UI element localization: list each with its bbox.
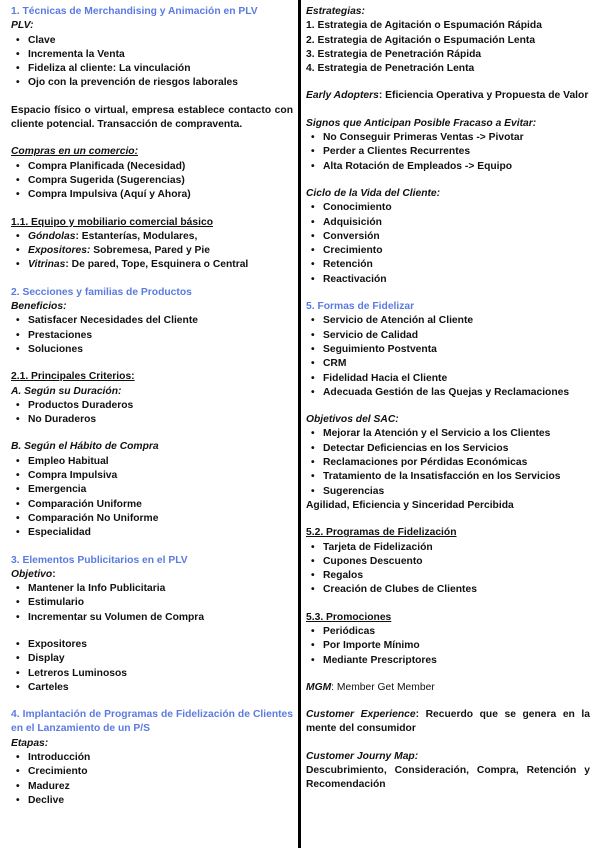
list-item: • Letreros Luminosos — [11, 667, 293, 681]
list-item: • Compra Impulsiva (Aquí y Ahora) — [11, 188, 293, 202]
list-item: • Compra Sugerida (Sugerencias) — [11, 174, 293, 188]
customer-experience — [306, 708, 590, 737]
list-item: • Productos Duraderos — [11, 399, 293, 413]
estrategias-block — [306, 5, 590, 76]
sac-label: Objetivos del SAC: — [306, 414, 399, 426]
duracion-list — [11, 399, 293, 428]
section-5-2-heading: 5.2. Programas de Fidelización — [306, 527, 457, 539]
list-item: • Sugerencias — [306, 485, 590, 499]
section-3 — [11, 554, 293, 625]
habito-list — [11, 455, 293, 541]
term: MGM — [306, 681, 332, 693]
sac-footer: Agilidad, Eficiencia y Sinceridad Percibida — [306, 499, 514, 511]
mgm-line — [306, 681, 590, 695]
habito-label: B. Según el Hábito de Compra — [11, 441, 159, 453]
term-text: : Recuerdo que se genera en la mente del consumidor — [306, 709, 590, 735]
list-item: • Compra Impulsiva — [11, 469, 293, 483]
list-item: • Alta Rotación de Empleados -> Equipo — [306, 160, 590, 174]
list-item: • Reclamaciones por Pérdidas Económicas — [306, 456, 590, 470]
term: Customer Experience — [306, 709, 416, 721]
signos-list — [306, 131, 590, 174]
section-5-2 — [306, 526, 590, 597]
list-item: • Comparación No Uniforme — [11, 512, 293, 526]
list-item: • Reactivación — [306, 273, 590, 287]
column-divider — [298, 0, 301, 848]
section-1-1-heading: 1.1. Equipo y mobiliario comercial básico — [11, 216, 213, 228]
list-item: • Crecimiento — [11, 765, 293, 779]
list-item: • Mantener la Info Publicitaria — [11, 582, 293, 596]
section-2-1-heading: 2.1. Principales Criterios: — [11, 371, 135, 383]
estrategia-line: 4. Estrategia de Penetración Lenta — [306, 63, 475, 75]
section-2-1a — [11, 370, 293, 427]
list-item: • Madurez — [11, 780, 293, 794]
section-5-3-heading: 5.3. Promociones — [306, 611, 392, 623]
sac-list — [306, 427, 590, 498]
list-item: • Periódicas — [306, 625, 590, 639]
etapas-label: Etapas: — [11, 737, 49, 749]
section-2-heading: 2. Secciones y familias de Productos — [11, 286, 192, 298]
programas-list — [306, 541, 590, 598]
term: Vitrinas — [28, 259, 66, 271]
early-adopters — [306, 89, 590, 103]
term-text: : Member Get Member — [331, 681, 435, 693]
list-item: • Especialidad — [11, 526, 293, 540]
list-item: • Creación de Clubes de Clientes — [306, 583, 590, 597]
fidelizar-list — [306, 314, 590, 400]
mobiliario-list — [11, 230, 293, 273]
list-item: • CRM — [306, 357, 590, 371]
journey-label: Customer Journy Map: — [306, 750, 419, 762]
left-column — [11, 5, 293, 821]
beneficios-list — [11, 314, 293, 357]
list-item: • Display — [11, 652, 293, 666]
term-text: Sobremesa, Pared y Pie — [90, 245, 210, 257]
objetivo-line — [11, 568, 293, 582]
list-item: • Introducción — [11, 751, 293, 765]
list-item: • Fideliza al cliente: La vinculación — [11, 62, 293, 76]
list-item: • Estimulario — [11, 596, 293, 610]
section-1 — [11, 5, 293, 91]
list-item: • Servicio de Calidad — [306, 329, 590, 343]
etapas-list — [11, 751, 293, 808]
list-item: • Compra Planificada (Necesidad) — [11, 160, 293, 174]
list-item — [11, 258, 293, 272]
estrategia-line: 2. Estrategia de Agitación o Espumación Lenta — [306, 34, 536, 46]
section-5-heading: 5. Formas de Fidelizar — [306, 301, 415, 313]
ciclo-block — [306, 187, 590, 287]
ciclo-label: Ciclo de la Vida del Cliente: — [306, 187, 441, 199]
term: Early Adopters — [306, 90, 379, 102]
list-item: • Tratamiento de la Insatisfacción en los Servicios — [306, 470, 590, 484]
list-item: • Detectar Deficiencias en los Servicios — [306, 442, 590, 456]
section-1-1 — [11, 216, 293, 273]
list-item: • Adquisición — [306, 216, 590, 230]
list-item: • Adecuada Gestión de las Quejas y Reclamaciones — [306, 386, 590, 400]
section-3-heading: 3. Elementos Publicitarios en el PLV — [11, 554, 188, 566]
list-item: • Tarjeta de Fidelización — [306, 541, 590, 555]
compras-label: Compras en un comercio: — [11, 146, 139, 158]
term-text: : De pared, Tope, Esquinera o Central — [65, 259, 249, 271]
list-item — [11, 244, 293, 258]
list-item: • Conversión — [306, 230, 590, 244]
term: Expositores: — [28, 245, 91, 257]
list-item: • Clave — [11, 34, 293, 48]
section-5 — [306, 300, 590, 400]
list-item: • Prestaciones — [11, 329, 293, 343]
objetivo-label: Objetivo — [11, 568, 53, 580]
section-5-3 — [306, 611, 590, 668]
duracion-label: A. Según su Duración: — [11, 385, 122, 397]
right-column — [306, 5, 590, 806]
plv-list — [11, 34, 293, 91]
list-item: • Fidelidad Hacia el Cliente — [306, 372, 590, 386]
section-2 — [11, 286, 293, 357]
term: Góndolas — [28, 230, 76, 242]
list-item: • Regalos — [306, 569, 590, 583]
section-2-1b — [11, 440, 293, 540]
term-text: : Eficiencia Operativa y Propuesta de Valor — [378, 90, 589, 102]
list-item: • Emergencia — [11, 483, 293, 497]
ciclo-list — [306, 201, 590, 287]
list-item: • No Conseguir Primeras Ventas -> Pivotar — [306, 131, 590, 145]
journey-block — [306, 750, 590, 793]
list-item: • Mejorar la Atención y el Servicio a los Clientes — [306, 427, 590, 441]
list-item: • Seguimiento Postventa — [306, 343, 590, 357]
list-item: • Mediante Prescriptores — [306, 654, 590, 668]
promociones-list — [306, 625, 590, 668]
beneficios-label: Beneficios: — [11, 301, 67, 313]
section-4 — [11, 708, 293, 808]
list-item: • Retención — [306, 258, 590, 272]
section-1-heading: 1. Técnicas de Merchandising y Animación en PLV — [11, 6, 258, 17]
compras-list — [11, 160, 293, 203]
objetivo-list — [11, 582, 293, 625]
list-item: • No Duraderos — [11, 413, 293, 427]
estrategia-line: 3. Estrategia de Penetración Rápida — [306, 48, 482, 60]
list-item: • Incrementar su Volumen de Compra — [11, 611, 293, 625]
list-item: • Crecimiento — [306, 244, 590, 258]
signos-block — [306, 117, 590, 174]
list-item: • Soluciones — [11, 343, 293, 357]
elementos-list — [11, 638, 293, 695]
section-3-elements — [11, 638, 293, 695]
list-item: • Conocimiento — [306, 201, 590, 215]
sac-block — [306, 413, 590, 513]
term-text: : Estanterías, Modulares, — [75, 230, 198, 242]
list-item: • Servicio de Atención al Cliente — [306, 314, 590, 328]
journey-text: Descubrimiento, Consideración, Compra, Retención y Recomendación — [306, 765, 590, 791]
list-item: • Cupones Descuento — [306, 555, 590, 569]
estrategias-label: Estrategias: — [306, 6, 365, 17]
section-4-heading: 4. Implantación de Programas de Fidelización de Clientes en el Lanzamiento de un P/S — [11, 709, 293, 735]
list-item: • Comparación Uniforme — [11, 498, 293, 512]
signos-label: Signos que Anticipan Posible Fracaso a Evitar: — [306, 117, 537, 129]
compras-block — [11, 145, 293, 202]
list-item: • Incrementa la Venta — [11, 48, 293, 62]
list-item: • Ojo con la prevención de riesgos laborales — [11, 76, 293, 90]
estrategia-line: 1. Estrategia de Agitación o Espumación Rápida — [306, 20, 542, 32]
list-item: • Perder a Clientes Recurrentes — [306, 145, 590, 159]
list-item: • Declive — [11, 794, 293, 808]
list-item: • Satisfacer Necesidades del Cliente — [11, 314, 293, 328]
list-item: • Carteles — [11, 681, 293, 695]
objetivo-colon: : — [52, 568, 56, 580]
plv-label: PLV: — [11, 20, 34, 32]
list-item: • Empleo Habitual — [11, 455, 293, 469]
list-item — [11, 230, 293, 244]
plv-definition: Espacio físico o virtual, empresa establece contacto con cliente potencial. Transacción de compraventa. — [11, 104, 293, 131]
list-item: • Por Importe Mínimo — [306, 639, 590, 653]
list-item: • Expositores — [11, 638, 293, 652]
